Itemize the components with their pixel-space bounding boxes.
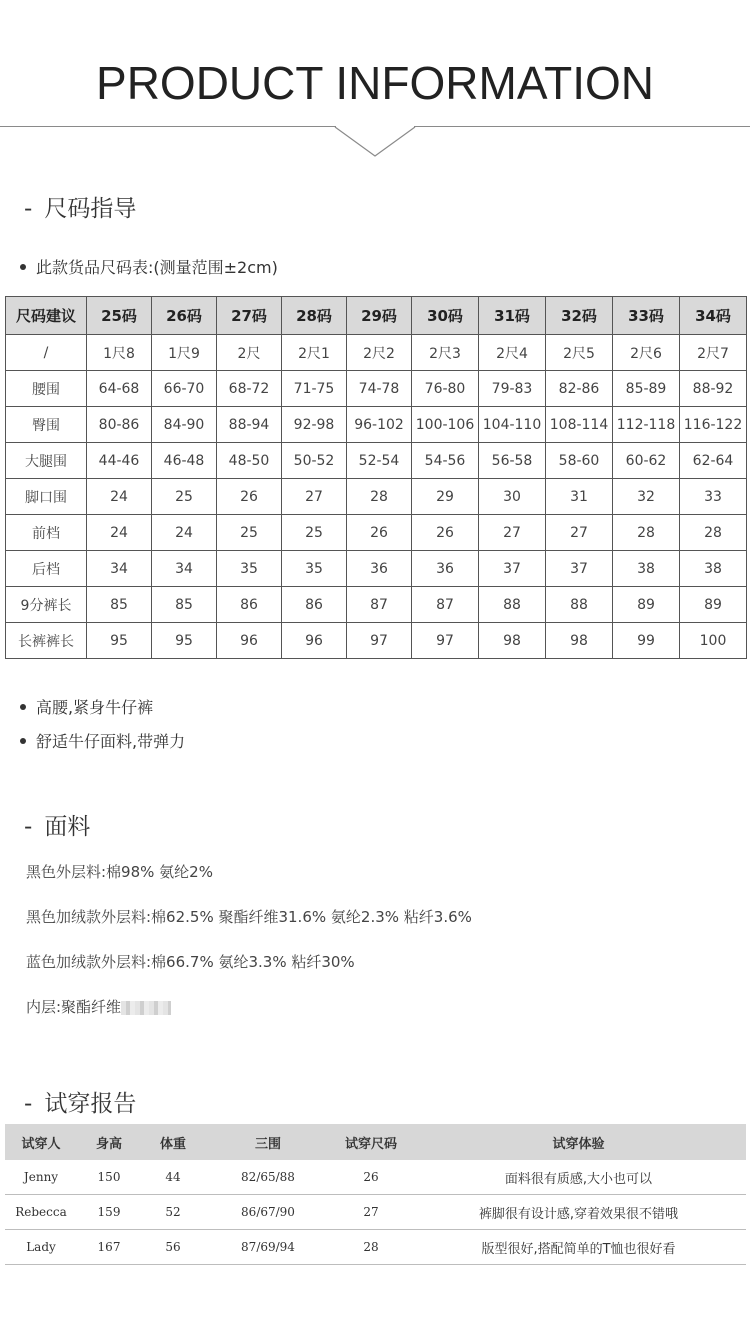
size-cell: 28 [347, 479, 412, 515]
size-row-label: 后档 [6, 551, 87, 587]
size-cell: 2尺5 [546, 335, 613, 371]
size-row-label: 9分裤长 [6, 587, 87, 623]
trial-cell: 167 [77, 1230, 141, 1265]
fabric-section-title: - 面料 [24, 814, 91, 840]
size-cell: 24 [87, 515, 152, 551]
size-cell: 32 [613, 479, 680, 515]
size-cell: 2尺2 [347, 335, 412, 371]
size-cell: 84-90 [152, 407, 217, 443]
size-cell: 112-118 [613, 407, 680, 443]
size-cell: 95 [152, 623, 217, 659]
size-cell: 38 [680, 551, 747, 587]
size-cell: 99 [613, 623, 680, 659]
trial-section-title: - 试穿报告 [24, 1091, 137, 1117]
size-cell: 27 [546, 515, 613, 551]
size-cell: 48-50 [217, 443, 282, 479]
size-header-cell: 31码 [479, 297, 546, 335]
size-cell: 35 [282, 551, 347, 587]
trial-header-cell: 试穿体验 [411, 1124, 746, 1160]
size-cell: 89 [613, 587, 680, 623]
size-cell: 97 [412, 623, 479, 659]
size-header-cell: 28码 [282, 297, 347, 335]
size-row-label: 臀围 [6, 407, 87, 443]
size-cell: 116-122 [680, 407, 747, 443]
trial-cell: 56 [141, 1230, 205, 1265]
trial-header-cell: 三围 [205, 1124, 331, 1160]
size-cell: 1尺9 [152, 335, 217, 371]
trial-header-cell: 身高 [77, 1124, 141, 1160]
size-cell: 100 [680, 623, 747, 659]
size-row-label: 脚口围 [6, 479, 87, 515]
trial-cell: Lady [5, 1230, 77, 1265]
size-cell: 36 [412, 551, 479, 587]
size-cell: 36 [347, 551, 412, 587]
size-row [6, 551, 747, 587]
section-dash: - [24, 1091, 33, 1117]
size-cell: 60-62 [613, 443, 680, 479]
trial-cell: 86/67/90 [205, 1195, 331, 1230]
chevron-down-icon [334, 126, 416, 158]
size-cell: 33 [680, 479, 747, 515]
size-cell: 92-98 [282, 407, 347, 443]
size-cell: 88-94 [217, 407, 282, 443]
size-cell: 44-46 [87, 443, 152, 479]
trial-header-cell: 试穿尺码 [331, 1124, 411, 1160]
size-cell: 68-72 [217, 371, 282, 407]
size-cell: 86 [217, 587, 282, 623]
size-cell: 56-58 [479, 443, 546, 479]
trial-cell: 82/65/88 [205, 1160, 331, 1195]
size-cell: 35 [217, 551, 282, 587]
trial-report-table [5, 1124, 746, 1265]
size-cell: 88 [546, 587, 613, 623]
size-cell: 98 [546, 623, 613, 659]
size-row-label: / [6, 335, 87, 371]
size-cell: 104-110 [479, 407, 546, 443]
blurred-text [121, 1001, 171, 1015]
trial-row [5, 1195, 746, 1230]
size-header-row [6, 297, 747, 335]
size-cell: 85 [152, 587, 217, 623]
size-cell: 26 [412, 515, 479, 551]
size-cell: 26 [347, 515, 412, 551]
size-cell: 25 [217, 515, 282, 551]
trial-cell: 44 [141, 1160, 205, 1195]
size-cell: 100-106 [412, 407, 479, 443]
size-cell: 24 [87, 479, 152, 515]
size-cell: 54-56 [412, 443, 479, 479]
size-cell: 88 [479, 587, 546, 623]
size-row [6, 371, 747, 407]
trial-cell: Jenny [5, 1160, 77, 1195]
size-row-label: 腰围 [6, 371, 87, 407]
size-header-cell: 尺码建议 [6, 297, 87, 335]
size-cell: 82-86 [546, 371, 613, 407]
size-cell: 64-68 [87, 371, 152, 407]
trial-row [5, 1230, 746, 1265]
size-row [6, 623, 747, 659]
trial-cell: 28 [331, 1230, 411, 1265]
size-cell: 28 [680, 515, 747, 551]
bullet-icon [20, 704, 26, 710]
size-cell: 2尺 [217, 335, 282, 371]
size-header-cell: 26码 [152, 297, 217, 335]
size-cell: 29 [412, 479, 479, 515]
trial-table-body [5, 1160, 746, 1265]
size-cell: 85-89 [613, 371, 680, 407]
trial-header-cell: 试穿人 [5, 1124, 77, 1160]
size-cell: 2尺3 [412, 335, 479, 371]
trial-cell: 面料很有质感,大小也可以 [411, 1160, 746, 1195]
size-cell: 2尺4 [479, 335, 546, 371]
size-header-cell: 30码 [412, 297, 479, 335]
size-cell: 24 [152, 515, 217, 551]
size-cell: 58-60 [546, 443, 613, 479]
feature-item: 高腰,紧身牛仔裤 [20, 695, 153, 718]
trial-cell: 裤脚很有设计感,穿着效果很不错哦 [411, 1195, 746, 1230]
size-cell: 27 [282, 479, 347, 515]
size-cell: 89 [680, 587, 747, 623]
size-row-label: 前档 [6, 515, 87, 551]
trial-cell: 150 [77, 1160, 141, 1195]
feature-item: 舒适牛仔面料,带弹力 [20, 729, 185, 752]
size-cell: 96 [282, 623, 347, 659]
size-cell: 96 [217, 623, 282, 659]
size-row [6, 335, 747, 371]
fabric-line: 蓝色加绒款外层料:棉66.7% 氨纶3.3% 粘纤30% [26, 953, 355, 971]
size-note: 此款货品尺码表:(测量范围±2cm) [20, 255, 278, 278]
size-cell: 87 [347, 587, 412, 623]
size-cell: 66-70 [152, 371, 217, 407]
size-cell: 71-75 [282, 371, 347, 407]
size-cell: 26 [217, 479, 282, 515]
size-row-label: 大腿围 [6, 443, 87, 479]
trial-cell: 87/69/94 [205, 1230, 331, 1265]
size-row [6, 407, 747, 443]
fabric-line: 内层:聚酯纤维 [26, 996, 171, 1017]
size-chart-table [5, 296, 747, 659]
trial-cell: 52 [141, 1195, 205, 1230]
size-cell: 62-64 [680, 443, 747, 479]
size-cell: 27 [479, 515, 546, 551]
size-cell: 95 [87, 623, 152, 659]
bullet-icon [20, 738, 26, 744]
size-row [6, 443, 747, 479]
trial-cell: 159 [77, 1195, 141, 1230]
size-cell: 96-102 [347, 407, 412, 443]
size-header-cell: 32码 [546, 297, 613, 335]
size-header-cell: 27码 [217, 297, 282, 335]
size-header-cell: 25码 [87, 297, 152, 335]
size-cell: 28 [613, 515, 680, 551]
size-row [6, 515, 747, 551]
size-cell: 108-114 [546, 407, 613, 443]
size-cell: 30 [479, 479, 546, 515]
header-divider-right [414, 126, 750, 127]
size-row-label: 长裤裤长 [6, 623, 87, 659]
fabric-line: 黑色外层料:棉98% 氨纶2% [26, 863, 213, 881]
size-row [6, 587, 747, 623]
size-cell: 98 [479, 623, 546, 659]
size-header-cell: 29码 [347, 297, 412, 335]
trial-cell: 版型很好,搭配简单的T恤也很好看 [411, 1230, 746, 1265]
size-cell: 80-86 [87, 407, 152, 443]
size-cell: 76-80 [412, 371, 479, 407]
size-cell: 85 [87, 587, 152, 623]
size-cell: 87 [412, 587, 479, 623]
size-cell: 2尺6 [613, 335, 680, 371]
size-header-cell: 34码 [680, 297, 747, 335]
size-cell: 2尺7 [680, 335, 747, 371]
trial-row [5, 1160, 746, 1195]
header-divider-left [0, 126, 336, 127]
size-cell: 25 [282, 515, 347, 551]
section-dash: - [24, 196, 33, 222]
size-cell: 79-83 [479, 371, 546, 407]
trial-cell: 26 [331, 1160, 411, 1195]
trial-header-cell: 体重 [141, 1124, 205, 1160]
section-dash: - [24, 814, 33, 840]
size-section-title: - 尺码指导 [24, 196, 137, 222]
size-table-body [6, 335, 747, 659]
size-cell: 37 [479, 551, 546, 587]
bullet-icon [20, 264, 26, 270]
size-cell: 52-54 [347, 443, 412, 479]
size-cell: 34 [152, 551, 217, 587]
size-cell: 88-92 [680, 371, 747, 407]
page-title: PRODUCT INFORMATION [96, 57, 654, 109]
size-cell: 37 [546, 551, 613, 587]
size-header-cell: 33码 [613, 297, 680, 335]
size-cell: 86 [282, 587, 347, 623]
size-cell: 46-48 [152, 443, 217, 479]
trial-cell: Rebecca [5, 1195, 77, 1230]
size-cell: 74-78 [347, 371, 412, 407]
size-cell: 31 [546, 479, 613, 515]
size-cell: 38 [613, 551, 680, 587]
size-cell: 34 [87, 551, 152, 587]
size-row [6, 479, 747, 515]
size-cell: 97 [347, 623, 412, 659]
size-cell: 25 [152, 479, 217, 515]
trial-header-row [5, 1124, 746, 1160]
trial-cell: 27 [331, 1195, 411, 1230]
size-cell: 2尺1 [282, 335, 347, 371]
size-cell: 1尺8 [87, 335, 152, 371]
fabric-line: 黑色加绒款外层料:棉62.5% 聚酯纤维31.6% 氨纶2.3% 粘纤3.6% [26, 908, 472, 926]
size-cell: 50-52 [282, 443, 347, 479]
